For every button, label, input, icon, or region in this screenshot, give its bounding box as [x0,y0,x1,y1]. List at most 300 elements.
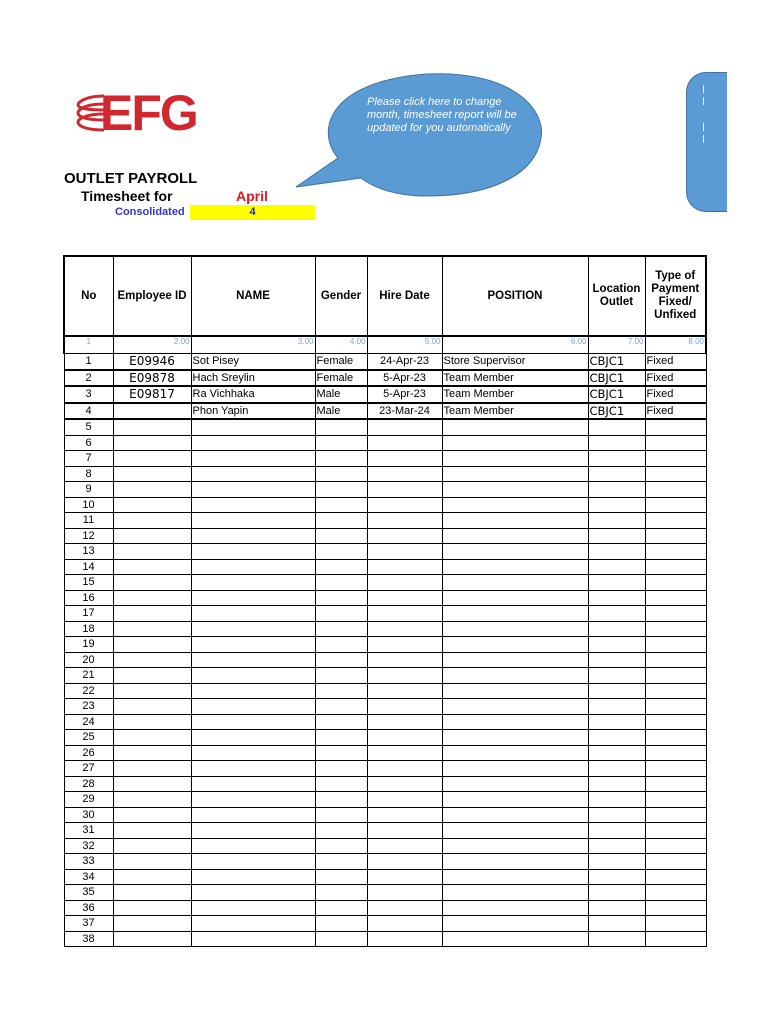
position-cell[interactable] [442,807,588,823]
payment-type-cell[interactable] [645,885,706,901]
gender-cell[interactable] [315,419,367,435]
payment-type-cell[interactable] [645,652,706,668]
location-cell[interactable] [588,869,645,885]
employee-id-cell[interactable] [113,900,191,916]
row-number-cell[interactable]: 23 [64,699,113,715]
position-cell[interactable] [442,931,588,947]
row-number-cell[interactable]: 36 [64,900,113,916]
position-cell[interactable] [442,792,588,808]
row-number-cell[interactable]: 20 [64,652,113,668]
row-number-cell[interactable]: 15 [64,575,113,591]
name-cell[interactable] [191,869,315,885]
employee-id-cell[interactable] [113,606,191,622]
gender-cell[interactable] [315,838,367,854]
payment-type-cell[interactable] [645,668,706,684]
position-cell[interactable] [442,435,588,451]
name-cell[interactable] [191,792,315,808]
location-cell[interactable]: CBJC1 [588,403,645,420]
position-cell[interactable] [442,823,588,839]
location-cell[interactable] [588,606,645,622]
gender-cell[interactable] [315,823,367,839]
position-cell[interactable] [442,419,588,435]
row-number-cell[interactable]: 25 [64,730,113,746]
gender-cell[interactable] [315,435,367,451]
row-number-cell[interactable]: 1 [64,354,113,370]
name-cell[interactable] [191,590,315,606]
hire-date-cell[interactable] [367,544,442,560]
hire-date-cell[interactable] [367,621,442,637]
gender-cell[interactable] [315,900,367,916]
gender-cell[interactable] [315,451,367,467]
hire-date-cell[interactable] [367,575,442,591]
payment-type-cell[interactable] [645,590,706,606]
gender-cell[interactable] [315,885,367,901]
payment-type-cell[interactable] [645,559,706,575]
gender-cell[interactable] [315,637,367,653]
hire-date-cell[interactable]: 5-Apr-23 [367,386,442,403]
hire-date-cell[interactable] [367,931,442,947]
hire-date-cell[interactable] [367,419,442,435]
name-cell[interactable] [191,606,315,622]
position-cell[interactable]: Store Supervisor [442,354,588,370]
payment-type-cell[interactable]: Fixed [645,386,706,403]
gender-cell[interactable] [315,745,367,761]
position-cell[interactable] [442,714,588,730]
location-cell[interactable] [588,730,645,746]
hire-date-cell[interactable]: 23-Mar-24 [367,403,442,420]
payment-type-cell[interactable] [645,466,706,482]
position-cell[interactable] [442,730,588,746]
gender-cell[interactable]: Female [315,370,367,387]
position-cell[interactable] [442,869,588,885]
name-cell[interactable] [191,466,315,482]
position-cell[interactable] [442,745,588,761]
hire-date-cell[interactable] [367,482,442,498]
hire-date-cell[interactable] [367,559,442,575]
employee-id-cell[interactable] [113,931,191,947]
hire-date-cell[interactable] [367,637,442,653]
name-cell[interactable]: Hach Sreylin [191,370,315,387]
employee-id-cell[interactable] [113,528,191,544]
name-cell[interactable] [191,854,315,870]
gender-cell[interactable] [315,854,367,870]
gender-cell[interactable] [315,869,367,885]
payment-type-cell[interactable] [645,575,706,591]
gender-cell[interactable] [315,699,367,715]
hire-date-cell[interactable] [367,900,442,916]
position-cell[interactable] [442,652,588,668]
name-cell[interactable] [191,761,315,777]
location-cell[interactable] [588,652,645,668]
hire-date-cell[interactable] [367,854,442,870]
employee-id-cell[interactable] [113,544,191,560]
employee-id-cell[interactable] [113,869,191,885]
position-cell[interactable]: Team Member [442,386,588,403]
gender-cell[interactable] [315,931,367,947]
employee-id-cell[interactable] [113,668,191,684]
employee-id-cell[interactable] [113,621,191,637]
payment-type-cell[interactable] [645,637,706,653]
gender-cell[interactable]: Male [315,386,367,403]
gender-cell[interactable] [315,590,367,606]
payment-type-cell[interactable] [645,497,706,513]
row-number-cell[interactable]: 18 [64,621,113,637]
location-cell[interactable]: CBJC1 [588,370,645,387]
hire-date-cell[interactable]: 5-Apr-23 [367,370,442,387]
position-cell[interactable] [442,838,588,854]
hire-date-cell[interactable] [367,652,442,668]
name-cell[interactable] [191,668,315,684]
hire-date-cell[interactable] [367,838,442,854]
name-cell[interactable] [191,451,315,467]
hire-date-cell[interactable] [367,745,442,761]
location-cell[interactable] [588,823,645,839]
employee-id-cell[interactable] [113,466,191,482]
name-cell[interactable] [191,838,315,854]
employee-id-cell[interactable] [113,745,191,761]
name-cell[interactable] [191,714,315,730]
name-cell[interactable] [191,482,315,498]
name-cell[interactable]: Ra Vichhaka [191,386,315,403]
row-number-cell[interactable]: 13 [64,544,113,560]
employee-id-cell[interactable] [113,559,191,575]
month-number-cell[interactable]: 4 [190,205,315,220]
position-cell[interactable] [442,761,588,777]
payment-type-cell[interactable] [645,869,706,885]
gender-cell[interactable] [315,761,367,777]
position-cell[interactable] [442,776,588,792]
row-number-cell[interactable]: 38 [64,931,113,947]
name-cell[interactable] [191,621,315,637]
name-cell[interactable] [191,699,315,715]
location-cell[interactable] [588,854,645,870]
row-number-cell[interactable]: 10 [64,497,113,513]
location-cell[interactable] [588,714,645,730]
name-cell[interactable] [191,916,315,932]
position-cell[interactable] [442,699,588,715]
employee-id-cell[interactable] [113,730,191,746]
employee-id-cell[interactable] [113,776,191,792]
position-cell[interactable]: Team Member [442,370,588,387]
employee-id-cell[interactable] [113,761,191,777]
name-cell[interactable] [191,637,315,653]
gender-cell[interactable] [315,916,367,932]
hire-date-cell[interactable] [367,528,442,544]
hire-date-cell[interactable] [367,497,442,513]
location-cell[interactable] [588,807,645,823]
gender-cell[interactable] [315,606,367,622]
gender-cell[interactable] [315,544,367,560]
location-cell[interactable] [588,451,645,467]
payment-type-cell[interactable] [645,714,706,730]
location-cell[interactable] [588,435,645,451]
gender-cell[interactable]: Female [315,354,367,370]
payment-type-cell[interactable] [645,916,706,932]
name-cell[interactable] [191,683,315,699]
position-cell[interactable]: Team Member [442,403,588,420]
hire-date-cell[interactable] [367,916,442,932]
row-number-cell[interactable]: 26 [64,745,113,761]
location-cell[interactable] [588,621,645,637]
name-cell[interactable] [191,730,315,746]
row-number-cell[interactable]: 14 [64,559,113,575]
row-number-cell[interactable]: 5 [64,419,113,435]
employee-id-cell[interactable] [113,590,191,606]
location-cell[interactable] [588,544,645,560]
location-cell[interactable]: CBJC1 [588,386,645,403]
row-number-cell[interactable]: 9 [64,482,113,498]
row-number-cell[interactable]: 37 [64,916,113,932]
row-number-cell[interactable]: 6 [64,435,113,451]
location-cell[interactable] [588,683,645,699]
location-cell[interactable] [588,699,645,715]
gender-cell[interactable] [315,513,367,529]
gender-cell[interactable] [315,807,367,823]
payment-type-cell[interactable] [645,699,706,715]
gender-cell[interactable]: Male [315,403,367,420]
location-cell[interactable] [588,466,645,482]
payment-type-cell[interactable] [645,730,706,746]
row-number-cell[interactable]: 35 [64,885,113,901]
employee-id-cell[interactable] [113,823,191,839]
location-cell[interactable] [588,590,645,606]
name-cell[interactable] [191,823,315,839]
name-cell[interactable] [191,575,315,591]
employee-id-cell[interactable]: E09946 [113,354,191,370]
gender-cell[interactable] [315,776,367,792]
hire-date-cell[interactable]: 24-Apr-23 [367,354,442,370]
gender-cell[interactable] [315,575,367,591]
position-cell[interactable] [442,544,588,560]
position-cell[interactable] [442,513,588,529]
position-cell[interactable] [442,637,588,653]
name-cell[interactable] [191,807,315,823]
hire-date-cell[interactable] [367,776,442,792]
hire-date-cell[interactable] [367,730,442,746]
employee-id-cell[interactable] [113,683,191,699]
location-cell[interactable] [588,776,645,792]
gender-cell[interactable] [315,621,367,637]
payment-type-cell[interactable] [645,435,706,451]
payment-type-cell[interactable] [645,761,706,777]
location-cell[interactable] [588,916,645,932]
name-cell[interactable] [191,931,315,947]
employee-id-cell[interactable] [113,435,191,451]
name-cell[interactable] [191,776,315,792]
name-cell[interactable] [191,885,315,901]
position-cell[interactable] [442,916,588,932]
row-number-cell[interactable]: 31 [64,823,113,839]
payment-type-cell[interactable] [645,807,706,823]
location-cell[interactable] [588,838,645,854]
side-callout[interactable] [686,72,727,212]
position-cell[interactable] [442,621,588,637]
payment-type-cell[interactable] [645,823,706,839]
location-cell[interactable] [588,419,645,435]
name-cell[interactable]: Phon Yapin [191,403,315,420]
hire-date-cell[interactable] [367,714,442,730]
month-selector[interactable]: April [236,188,268,204]
payment-type-cell[interactable] [645,451,706,467]
name-cell[interactable] [191,528,315,544]
employee-id-cell[interactable] [113,513,191,529]
location-cell[interactable] [588,668,645,684]
hire-date-cell[interactable] [367,869,442,885]
row-number-cell[interactable]: 24 [64,714,113,730]
gender-cell[interactable] [315,497,367,513]
payment-type-cell[interactable] [645,931,706,947]
employee-id-cell[interactable] [113,497,191,513]
name-cell[interactable] [191,435,315,451]
name-cell[interactable] [191,900,315,916]
position-cell[interactable] [442,668,588,684]
payment-type-cell[interactable] [645,482,706,498]
row-number-cell[interactable]: 28 [64,776,113,792]
employee-id-cell[interactable] [113,792,191,808]
position-cell[interactable] [442,528,588,544]
hire-date-cell[interactable] [367,435,442,451]
position-cell[interactable] [442,900,588,916]
position-cell[interactable] [442,451,588,467]
location-cell[interactable]: CBJC1 [588,354,645,370]
hire-date-cell[interactable] [367,823,442,839]
employee-id-cell[interactable] [113,916,191,932]
payment-type-cell[interactable] [645,854,706,870]
row-number-cell[interactable]: 11 [64,513,113,529]
payment-type-cell[interactable] [645,419,706,435]
gender-cell[interactable] [315,466,367,482]
row-number-cell[interactable]: 22 [64,683,113,699]
payment-type-cell[interactable]: Fixed [645,403,706,420]
employee-id-cell[interactable]: E09878 [113,370,191,387]
payment-type-cell[interactable] [645,745,706,761]
payment-type-cell[interactable] [645,776,706,792]
row-number-cell[interactable]: 19 [64,637,113,653]
row-number-cell[interactable]: 30 [64,807,113,823]
position-cell[interactable] [442,482,588,498]
employee-id-cell[interactable] [113,838,191,854]
gender-cell[interactable] [315,792,367,808]
location-cell[interactable] [588,482,645,498]
gender-cell[interactable] [315,668,367,684]
payment-type-cell[interactable]: Fixed [645,354,706,370]
payment-type-cell[interactable] [645,683,706,699]
location-cell[interactable] [588,559,645,575]
row-number-cell[interactable]: 3 [64,386,113,403]
hire-date-cell[interactable] [367,885,442,901]
employee-id-cell[interactable] [113,807,191,823]
gender-cell[interactable] [315,652,367,668]
location-cell[interactable] [588,745,645,761]
position-cell[interactable] [442,466,588,482]
payment-type-cell[interactable]: Fixed [645,370,706,387]
employee-id-cell[interactable] [113,885,191,901]
row-number-cell[interactable]: 21 [64,668,113,684]
hire-date-cell[interactable] [367,513,442,529]
payment-type-cell[interactable] [645,621,706,637]
location-cell[interactable] [588,575,645,591]
employee-id-cell[interactable] [113,637,191,653]
name-cell[interactable] [191,513,315,529]
name-cell[interactable] [191,745,315,761]
employee-id-cell[interactable] [113,451,191,467]
gender-cell[interactable] [315,683,367,699]
location-cell[interactable] [588,513,645,529]
location-cell[interactable] [588,900,645,916]
hire-date-cell[interactable] [367,590,442,606]
row-number-cell[interactable]: 8 [64,466,113,482]
callout-bubble[interactable] [296,72,546,200]
hire-date-cell[interactable] [367,761,442,777]
payment-type-cell[interactable] [645,838,706,854]
row-number-cell[interactable]: 32 [64,838,113,854]
hire-date-cell[interactable] [367,451,442,467]
position-cell[interactable] [442,854,588,870]
location-cell[interactable] [588,761,645,777]
employee-id-cell[interactable] [113,699,191,715]
payment-type-cell[interactable] [645,606,706,622]
hire-date-cell[interactable] [367,466,442,482]
row-number-cell[interactable]: 17 [64,606,113,622]
location-cell[interactable] [588,792,645,808]
employee-id-cell[interactable] [113,714,191,730]
payment-type-cell[interactable] [645,513,706,529]
location-cell[interactable] [588,497,645,513]
hire-date-cell[interactable] [367,683,442,699]
gender-cell[interactable] [315,714,367,730]
location-cell[interactable] [588,528,645,544]
gender-cell[interactable] [315,482,367,498]
row-number-cell[interactable]: 7 [64,451,113,467]
name-cell[interactable] [191,419,315,435]
employee-id-cell[interactable] [113,403,191,420]
position-cell[interactable] [442,885,588,901]
position-cell[interactable] [442,683,588,699]
position-cell[interactable] [442,590,588,606]
name-cell[interactable]: Sot Pisey [191,354,315,370]
employee-id-cell[interactable] [113,419,191,435]
location-cell[interactable] [588,931,645,947]
name-cell[interactable] [191,559,315,575]
row-number-cell[interactable]: 34 [64,869,113,885]
location-cell[interactable] [588,637,645,653]
name-cell[interactable] [191,652,315,668]
row-number-cell[interactable]: 12 [64,528,113,544]
payment-type-cell[interactable] [645,528,706,544]
row-number-cell[interactable]: 33 [64,854,113,870]
location-cell[interactable] [588,885,645,901]
employee-id-cell[interactable] [113,482,191,498]
row-number-cell[interactable]: 27 [64,761,113,777]
employee-id-cell[interactable] [113,575,191,591]
employee-id-cell[interactable] [113,854,191,870]
row-number-cell[interactable]: 2 [64,370,113,387]
gender-cell[interactable] [315,730,367,746]
position-cell[interactable] [442,497,588,513]
payment-type-cell[interactable] [645,544,706,560]
row-number-cell[interactable]: 16 [64,590,113,606]
employee-id-cell[interactable] [113,652,191,668]
row-number-cell[interactable]: 4 [64,403,113,420]
position-cell[interactable] [442,575,588,591]
hire-date-cell[interactable] [367,668,442,684]
hire-date-cell[interactable] [367,699,442,715]
gender-cell[interactable] [315,528,367,544]
name-cell[interactable] [191,497,315,513]
payment-type-cell[interactable] [645,900,706,916]
employee-id-cell[interactable]: E09817 [113,386,191,403]
name-cell[interactable] [191,544,315,560]
